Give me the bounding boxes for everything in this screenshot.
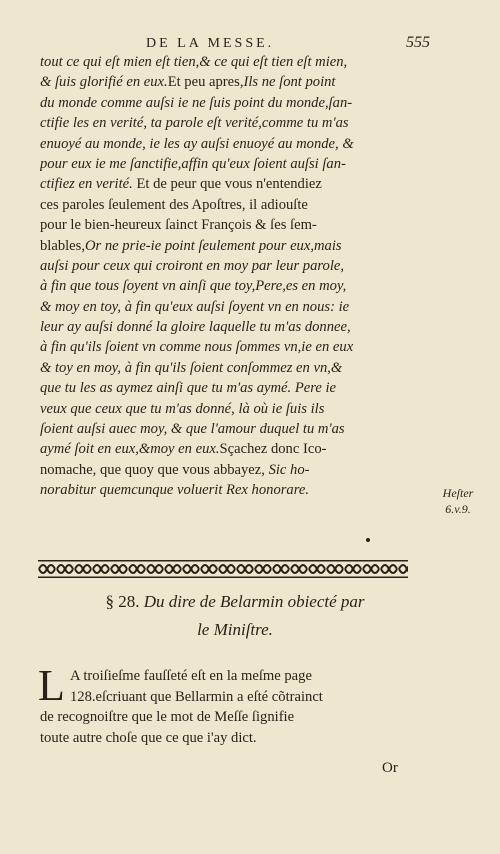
text-line bbox=[40, 337, 415, 357]
text-line bbox=[40, 317, 415, 337]
section-title-line-2: le Miniſtre. bbox=[197, 620, 273, 639]
italic-text: aymé ſoit en eux,&moy en eux. bbox=[40, 441, 220, 458]
italic-text: tout ce qui eſt mien eſt tien,& ce qui eſt tien eſt mien, bbox=[40, 54, 348, 70]
italic-text: & moy en toy, à fin qu'eux auſsi ſoyent vn en nous: ie bbox=[40, 298, 350, 315]
ornamental-border bbox=[38, 560, 408, 578]
ink-dot bbox=[366, 538, 370, 542]
section-title-line-1: Du dire de Belarmin obiecté par bbox=[143, 592, 365, 611]
text-line bbox=[40, 52, 415, 72]
italic-text: ctifie les en verité, ta parole eſt verité,comme tu m'as bbox=[40, 115, 349, 132]
italic-text: auſsi pour ceux qui croiront en moy par leur parole, bbox=[40, 257, 344, 274]
italic-text: à fin que tous ſoyent vn ainſi que toy,Pere,es en moy, bbox=[40, 278, 347, 295]
italic-text: ſoient auſsi auec moy, & que l'amour duquel tu m'as bbox=[40, 421, 345, 438]
italic-text: ctifiez en verité. bbox=[40, 176, 133, 193]
catchword: Or bbox=[382, 760, 398, 776]
text-line bbox=[40, 113, 415, 133]
margin-note-line-1: Heſter bbox=[442, 486, 474, 500]
drop-cap: L bbox=[38, 661, 65, 710]
italic-text: leur ay auſsi donné la gloire laquelle tu m'as donnee, bbox=[40, 319, 351, 336]
text-line bbox=[40, 480, 415, 500]
page-number: 555 bbox=[406, 34, 430, 51]
paragraph bbox=[38, 661, 420, 748]
italic-text: Sic ho- bbox=[268, 461, 310, 478]
italic-text: que tu les as aymez ainſi que tu m'as aymé. Pere ie bbox=[40, 380, 337, 397]
text-line bbox=[40, 174, 415, 194]
text-line bbox=[40, 93, 415, 113]
paragraph-line: toute autre choſe que ce que i'ay dict. bbox=[40, 729, 257, 746]
text-line bbox=[40, 439, 415, 459]
text-line bbox=[40, 399, 415, 419]
text-line bbox=[40, 297, 415, 317]
section-heading bbox=[60, 588, 410, 644]
italic-text: Ils ne ſont point bbox=[243, 74, 336, 91]
text-line bbox=[40, 154, 415, 174]
italic-text: & ſuis glorifié en eux. bbox=[40, 74, 168, 91]
roman-text: blables, bbox=[40, 237, 85, 254]
text-line bbox=[40, 460, 415, 480]
italic-text: à fin qu'ils ſoient vn comme nous ſommes vn,ie en eux bbox=[40, 339, 354, 356]
roman-text: Et peu apres, bbox=[167, 74, 244, 91]
running-title: DE LA MESSE. bbox=[146, 36, 275, 51]
text-line bbox=[40, 378, 415, 398]
margin-note-line-2: 6.v.9. bbox=[445, 502, 471, 516]
italic-text: veux que ceux que tu m'as donné, là où ie ſuis ils bbox=[40, 400, 325, 417]
italic-text: pour eux ie me ſanctifie,affin qu'eux ſoient auſsi ſan- bbox=[40, 155, 346, 172]
text-line bbox=[40, 134, 415, 154]
italic-text: enuoyé au monde, ie les ay auſsi enuoyé au monde, & bbox=[40, 135, 354, 152]
text-line bbox=[40, 195, 415, 215]
section-number: § 28. bbox=[105, 592, 140, 611]
paragraph-line: A troiſieſme fauſſeté eſt en la meſme page bbox=[70, 668, 312, 684]
text-line bbox=[40, 276, 415, 296]
body-text bbox=[40, 52, 415, 501]
paragraph-line: 128.eſcriuant que Bellarmin a eſté cõtrainct bbox=[70, 688, 323, 705]
text-line bbox=[40, 236, 415, 256]
roman-text: Sçachez donc Ico- bbox=[219, 441, 327, 458]
text-line bbox=[40, 72, 415, 92]
paragraph-line: de recognoiſtre que le mot de Meſſe ſignifie bbox=[40, 709, 295, 726]
roman-text: Et de peur que vous n'entendiez bbox=[132, 176, 322, 193]
italic-text: du monde comme auſsi ie ne ſuis point du monde,ſan- bbox=[40, 94, 353, 111]
italic-text: Or ne prie-ie point ſeulement pour eux,mais bbox=[85, 237, 342, 254]
italic-text: norabitur quemcunque voluerit Rex honorare. bbox=[40, 482, 309, 499]
roman-text: ces paroles ſeulement des Apoſtres, il adiouſte bbox=[40, 196, 308, 213]
italic-text: & toy en moy, à fin qu'ils ſoient conſommez en vn,& bbox=[40, 359, 343, 376]
roman-text: nomache, que quoy que vous abbayez, bbox=[40, 461, 269, 478]
text-line bbox=[40, 358, 415, 378]
text-line bbox=[40, 215, 415, 235]
text-line bbox=[40, 256, 415, 276]
roman-text: pour le bien-heureux ſainct François & ſes ſem- bbox=[40, 217, 317, 234]
margin-note bbox=[422, 485, 494, 517]
text-line bbox=[40, 419, 415, 439]
